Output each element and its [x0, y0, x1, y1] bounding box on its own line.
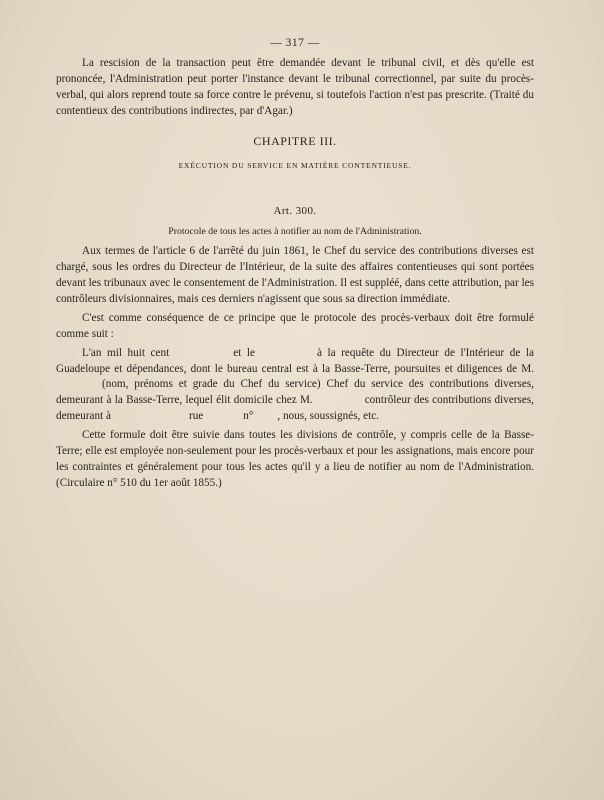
formula-part-1: L'an mil huit cent	[82, 346, 170, 359]
paragraph-1: Aux termes de l'article 6 de l'arrêté du juin 1861, le Chef du service des contributions diverses est chargé, sous les ordres du Directeur de l'Intérieur, de la suite des affaires contentieuses qui sont portées devant les tribunaux avec le consentement de l'Administration. Il est suppléé, dans cette attribution, par les contrôleurs divisionnaires, mais ces derniers n'agissent que sous sa direction immédiate.	[56, 245, 534, 305]
paragraph-3: Cette formule doit être suivie dans toutes les divisions de contrôle, y compris celle de la Basse-Terre; elle est employée non-seulement pour les procès-verbaux et pour les assignations, mais encore pour les contraintes et généralement pour tous les actes qu'il y a lieu de notifier au nom de l'Administration. (Circulaire n° 510 du 1er août 1855.)	[56, 429, 534, 489]
formula-part-2: et le	[233, 346, 255, 359]
intro-paragraph: La rescision de la transaction peut être demandée devant le tribunal civil, et dès qu'elle est prononcée, l'Administration peut porter l'instance devant le tribunal correctionnel, par suite du procès-verbal, qui alors reprend toute sa force contre le prévenu, si toutefois l'action n'est pas prescrite. (Traité du contentieux des contributions indirectes, par d'Agar.)	[56, 56, 534, 117]
formula-part-3: à la requête du Directeur de l'Intérieur de la Guadeloupe et dépendances, dont le bureau central est à la Basse-Terre, poursuites et diligences de M.	[56, 346, 534, 375]
article-number: Art. 300.	[273, 205, 317, 218]
formula-part-5: contrôleur des contributions diverses, demeurant à	[56, 394, 534, 423]
formula-part-8: , nous, soussignés, etc.	[277, 410, 379, 423]
chapter-subtitle: EXÉCUTION DU SERVICE EN MATIÈRE CONTENTIEUSE.	[178, 161, 412, 171]
article-title: Protocole de tous les actes à notifier au nom de l'Administration.	[168, 226, 422, 238]
formula-part-6: rue	[188, 410, 204, 423]
formula-part-4: (nom, prénoms et grade du Chef du service) Chef du service des contributions diverses, demeurant à la Basse-Terre, lequel élit domicile chez M.	[56, 378, 534, 407]
page-content	[56, 36, 534, 492]
formula-part-7: n°	[243, 410, 254, 423]
chapter-title: CHAPITRE III.	[253, 133, 337, 148]
protocol-formula	[56, 346, 534, 426]
paragraph-2: C'est comme conséquence de ce principe que le protocole des procès-verbaux doit être formulé comme suit :	[56, 311, 534, 340]
page-number: — 317 —	[270, 37, 320, 49]
